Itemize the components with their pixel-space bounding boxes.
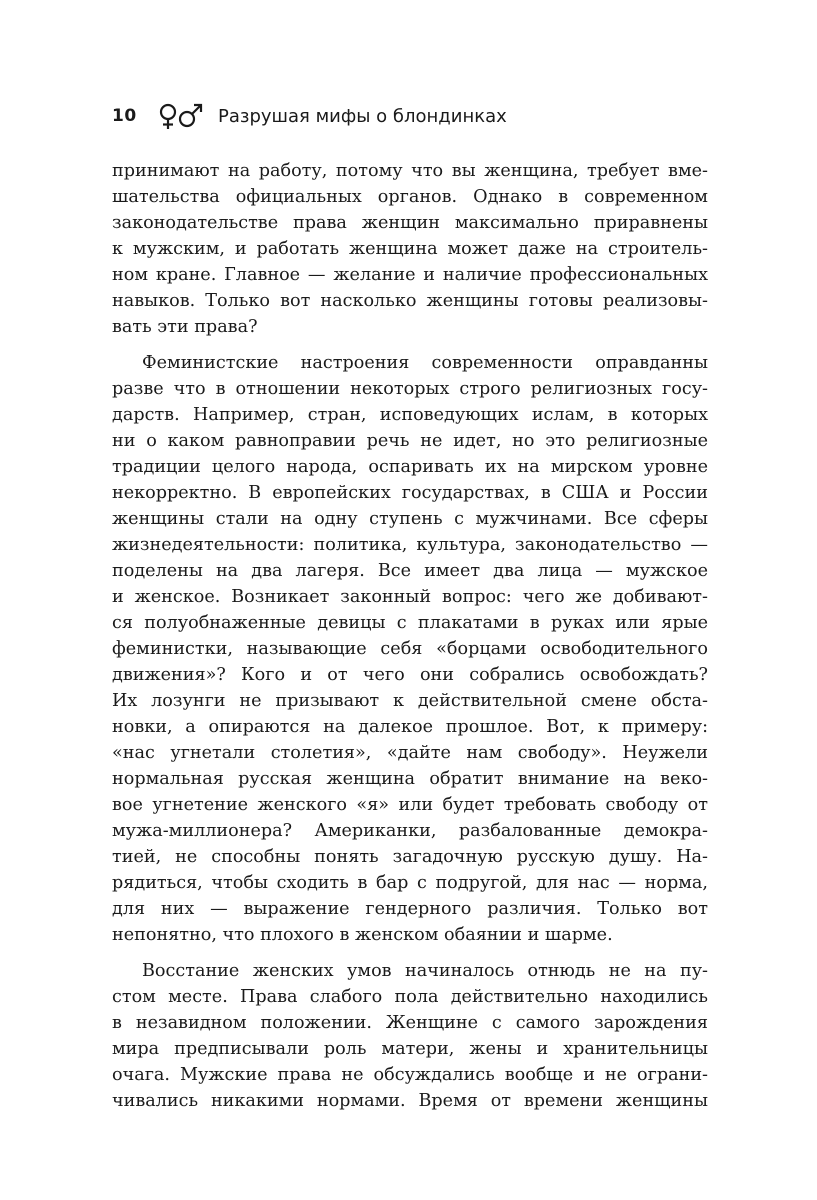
paragraph [112,958,708,1114]
text-line: шательства официальных органов. Однако в современном [112,187,708,207]
text-line: женщины стали на одну ступень с мужчинами. Все сферы [112,509,708,529]
text-line: для них — выражение гендерного различия. Только вот [112,899,708,919]
text-line: мира предписывали роль матери, жены и хранительницы [112,1039,708,1059]
text-line: мужа-миллионера? Американки, разбалованные демокра- [112,821,708,841]
text-line: чивались никакими нормами. Время от времени женщины [112,1091,708,1111]
text-line: тией, не способны понять загадочную русскую душу. На- [112,847,708,867]
text-line: дарств. Например, стран, исповедующих ислам, в которых [112,405,708,425]
text-line: новки, а опираются на далекое прошлое. Вот, к примеру: [112,717,708,737]
running-title: Разрушая мифы о блондинках [218,105,507,127]
paragraph [112,158,708,340]
text-line: Их лозунги не призывают к действительной смене обста- [112,691,708,711]
text-line: принимают на работу, потому что вы женщина, требует вме- [112,161,708,181]
text-line: рядиться, чтобы сходить в бар с подругой, для нас — норма, [112,873,708,893]
text-line: движения»? Кого и от чего они собрались освобождать? [112,665,708,685]
text-line: феминистки, называющие себя «борцами освободительного [112,639,708,659]
text-line: к мужским, и работать женщина может даже на строитель- [112,239,708,259]
text-line: разве что в отношении некоторых строго религиозных госу- [112,379,708,399]
text-line: ни о каком равноправии речь не идет, но это религиозные [112,431,708,451]
text-line: очага. Мужские права не обсуждались вообще и не ограни- [112,1065,708,1085]
body-text [112,158,708,1124]
text-line: традиции целого народа, оспаривать их на мирском уровне [112,457,708,477]
text-line: ном кране. Главное — желание и наличие профессиональных [112,265,708,285]
text-line: нормальная русская женщина обратит внимание на веко- [112,769,708,789]
text-line: вать эти права? [112,317,258,337]
text-line: некорректно. В европейских государствах, в США и России [112,483,708,503]
text-line: вое угнетение женского «я» или будет требовать свободу от [112,795,708,815]
text-line: законодательстве права женщин максимально приравнены [112,213,708,233]
text-line: поделены на два лагеря. Все имеет два лица — мужское [112,561,708,581]
text-line: жизнедеятельности: политика, культура, законодательство — [112,535,708,555]
text-line: Восстание женских умов начиналось отнюдь не на пу- [142,961,708,981]
text-line: Феминистские настроения современности оправданны [142,353,708,373]
text-line: и женское. Возникает законный вопрос: чего же добивают- [112,587,708,607]
female-male-symbols-icon [158,102,204,130]
text-line: в незавидном положении. Женщине с самого зарождения [112,1013,708,1033]
text-line: «нас угнетали столетия», «дайте нам свободу». Неужели [112,743,708,763]
text-line: ся полуобнаженные девицы с плакатами в руках или ярые [112,613,708,633]
text-line: стом месте. Права слабого пола действительно находились [112,987,708,1007]
page-number: 10 [112,106,137,126]
text-line: непонятно, что плохого в женском обаянии и шарме. [112,925,613,945]
text-line: навыков. Только вот насколько женщины готовы реализовы- [112,291,708,311]
page-header [112,100,507,132]
paragraph [112,350,708,948]
